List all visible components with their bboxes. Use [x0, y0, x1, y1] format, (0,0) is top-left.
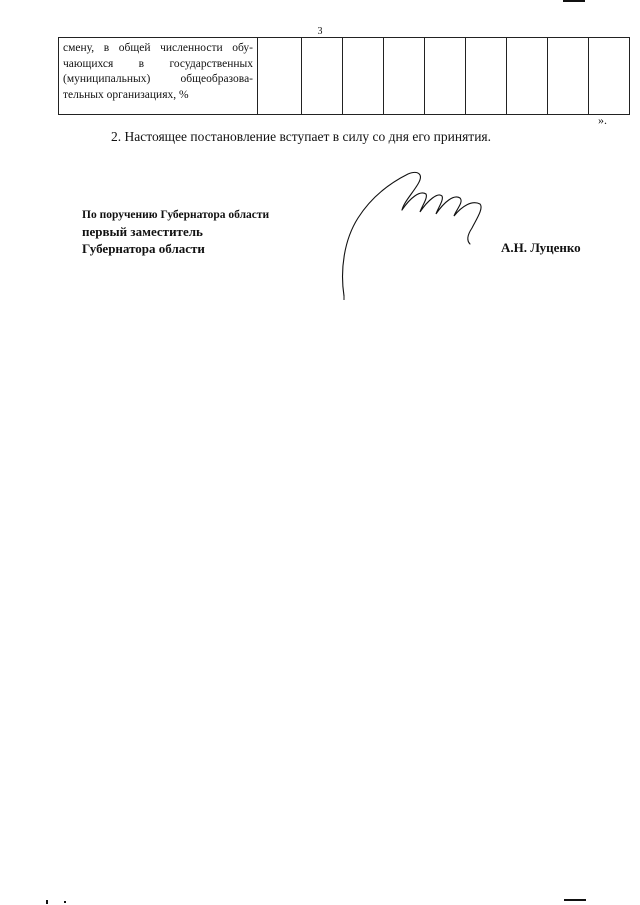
value-cell [302, 38, 343, 115]
scan-mark-top-right [563, 0, 585, 2]
indicator-label-line: (муниципальных) общеобразова- [63, 73, 253, 85]
indicator-label-line: чающихся в государственных [63, 57, 253, 70]
closing-quote: ». [598, 113, 607, 127]
value-cell [343, 38, 384, 115]
indicator-label-line: тельных организациях, % [63, 88, 189, 101]
signatory-title-line2: первый заместитель [82, 224, 203, 239]
page-number: 3 [317, 26, 323, 37]
value-cell [425, 38, 466, 115]
value-cell [466, 38, 507, 115]
handwritten-signature [330, 160, 500, 300]
signatory-title-line3: Губернатора области [82, 241, 205, 256]
indicator-table-fragment [58, 37, 630, 115]
indicator-label-line: смену, в общей численности обу- [63, 42, 253, 54]
clause-2-text: 2. Настоящее постановление вступает в силу со дня его принятия. [111, 129, 492, 144]
scan-mark-bottom-left [46, 900, 48, 904]
value-cell [507, 38, 548, 115]
value-cell [384, 38, 425, 115]
signatory-title-line1: По поручению Губернатора области [82, 209, 270, 221]
value-cell [589, 38, 630, 115]
value-cell [548, 38, 589, 115]
scan-mark-bottom-right [564, 899, 586, 901]
table-row [59, 38, 630, 115]
scan-mark-bottom-left-dot [64, 901, 66, 903]
signatory-title [82, 207, 269, 257]
signatory-name: А.Н. Луценко [501, 240, 581, 255]
indicator-label-cell [59, 38, 258, 115]
value-cell [258, 38, 302, 115]
